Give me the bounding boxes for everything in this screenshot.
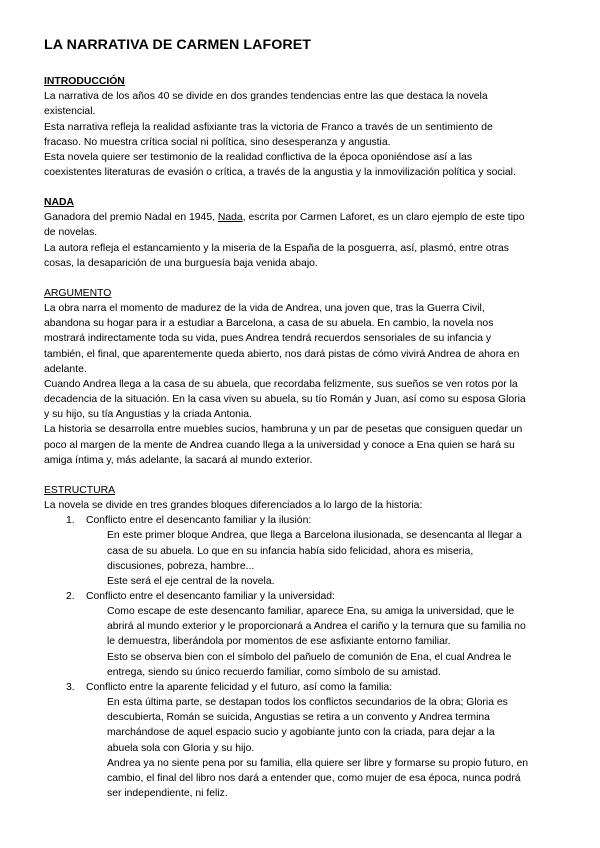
list-item-line: le demuestra, liberándola por momentos de ese asfixiante entorno familiar. bbox=[107, 636, 451, 647]
nada-line-pre: Ganadora del premio Nadal en 1945, bbox=[44, 212, 218, 223]
argumento-line: también, el final, que aparentemente queda abierto, nos dará pistas de cómo vivirá Andrea de ahora en bbox=[44, 349, 520, 360]
list-item-line: abuela sola con Gloria y su hijo. bbox=[107, 743, 255, 754]
argumento-line: Cuando Andrea llega a la casa de su abuela, que recordaba felizmente, sus sueños se ven rotos por la bbox=[44, 379, 518, 390]
argumento-line: La obra narra el momento de madurez de la vida de Andrea, una joven que, tras la Guerra Civil, bbox=[44, 303, 485, 314]
list-item-line: En este primer bloque Andrea, que llega a Barcelona ilusionada, se desencanta al llegar a bbox=[107, 530, 522, 541]
intro-line: Esta novela quiere ser testimonio de la realidad conflictiva de la época oponiéndose así a las bbox=[44, 152, 473, 163]
list-item-line: En esta última parte, se destapan todos los conflictos secundarios de la obra; Gloria es bbox=[107, 697, 508, 708]
argumento-line: poco al margen de la mente de Andrea cuando llega a la universidad y conoce a Ena quien se hará su bbox=[44, 440, 515, 451]
argumento-line: amiga íntima y, más adelante, la sacará al mundo exterior. bbox=[44, 455, 313, 466]
page-title: LA NARRATIVA DE CARMEN LAFORET bbox=[44, 37, 312, 53]
list-item-line: cambio, el final del libro nos dará a entender que, como mujer de esa época, nunca podrá bbox=[107, 773, 521, 784]
list-item-number: 3. bbox=[66, 682, 75, 693]
nada-line: La autora refleja el estancamiento y la miseria de la España de la posguerra, así, plasmó, entre otras bbox=[44, 243, 509, 254]
estructura-heading: ESTRUCTURA bbox=[44, 485, 116, 496]
estructura-intro: La novela se divide en tres grandes bloques diferenciados a lo largo de la historia: bbox=[44, 500, 423, 511]
list-item-number: 1. bbox=[66, 515, 75, 526]
argumento-line: decadencia de la situación. En la casa viven su abuela, su tío Román y Juan, así como su esposa Gloria bbox=[44, 394, 526, 405]
list-item-line: descubierta, Román se suicida, Angustias se retira a un convento y Andrea termina bbox=[107, 712, 490, 723]
list-item-line: marchándose de aquel espacio sucio y agobiante junto con la criada, para dejar a la bbox=[107, 727, 495, 738]
nada-line bbox=[44, 210, 525, 225]
list-item-line: Esto se observa bien con el símbolo del pañuelo de comunión de Ena, el cual Andrea le bbox=[107, 652, 512, 663]
intro-line: existencial. bbox=[44, 106, 96, 117]
list-item-line: abrirá al mundo exterior y le proporcionará a Andrea el cariño y la ternura que su familia no bbox=[107, 621, 526, 632]
intro-line: Esta narrativa refleja la realidad asfixiante tras la victoria de Franco a través de un sentimiento de bbox=[44, 122, 493, 133]
list-item-title: Conflicto entre el desencanto familiar y la universidad: bbox=[86, 591, 335, 602]
argumento-line: La historia se desarrolla entre muebles sucios, hambruna y un par de pesetas que consiguen quedar un bbox=[44, 424, 523, 435]
list-item-number: 2. bbox=[66, 591, 75, 602]
intro-line: coexistentes literaturas de evasión o crítica, a través de la angustia y la inmovilización política y social. bbox=[44, 167, 516, 178]
nada-heading: NADA bbox=[44, 197, 75, 208]
list-item-line: casa de su abuela. Lo que en su infancia había sido felicidad, ahora es miseria, bbox=[107, 546, 474, 557]
intro-line: fracaso. No muestra crítica social ni política, sino desesperanza y angustia. bbox=[44, 137, 391, 148]
book-title-link: Nada bbox=[217, 212, 243, 223]
argumento-line: abandona su hogar para ir a estudiar a Barcelona, a casa de su abuela. En cambio, la novela nos bbox=[44, 318, 494, 329]
argumento-line: adelante. bbox=[44, 364, 87, 375]
intro-heading: INTRODUCCIÓN bbox=[44, 76, 125, 87]
argumento-heading: ARGUMENTO bbox=[44, 288, 112, 299]
list-item-line: Este será el eje central de la novela. bbox=[107, 576, 275, 587]
list-item-title: Conflicto entre la aparente felicidad y el futuro, así como la familia: bbox=[86, 682, 393, 693]
nada-line: de novelas. bbox=[44, 227, 98, 238]
argumento-line: y su hijo, su tía Angustias y la criada Antonia. bbox=[44, 409, 252, 420]
nada-line: cosas, la desaparición de una burguesía baja venida abajo. bbox=[44, 258, 318, 269]
list-item-title: Conflicto entre el desencanto familiar y la ilusión: bbox=[86, 515, 312, 526]
list-item-line: Como escape de este desencanto familiar, aparece Ena, su amiga la universidad, que le bbox=[107, 606, 515, 617]
nada-line-post: , escrita por Carmen Laforet, es un claro ejemplo de este tipo bbox=[242, 212, 525, 223]
argumento-line: mostrará indirectamente toda su vida, pues Andrea tendrá recuerdos sensoriales de su infancia y bbox=[44, 333, 492, 344]
list-item-line: entrega, siendo su único recuerdo familiar, como símbolo de su amistad. bbox=[107, 667, 441, 678]
list-item-line: ser independiente, ni feliz. bbox=[107, 788, 228, 799]
intro-line: La narrativa de los años 40 se divide en dos grandes tendencias entre las que destaca la novela bbox=[44, 91, 488, 102]
list-item-line: Andrea ya no siente pena por su familia, ella quiere ser libre y formarse su propio futuro, en bbox=[107, 758, 529, 769]
list-item-line: discusiones, pobreza, hambre... bbox=[107, 561, 255, 572]
